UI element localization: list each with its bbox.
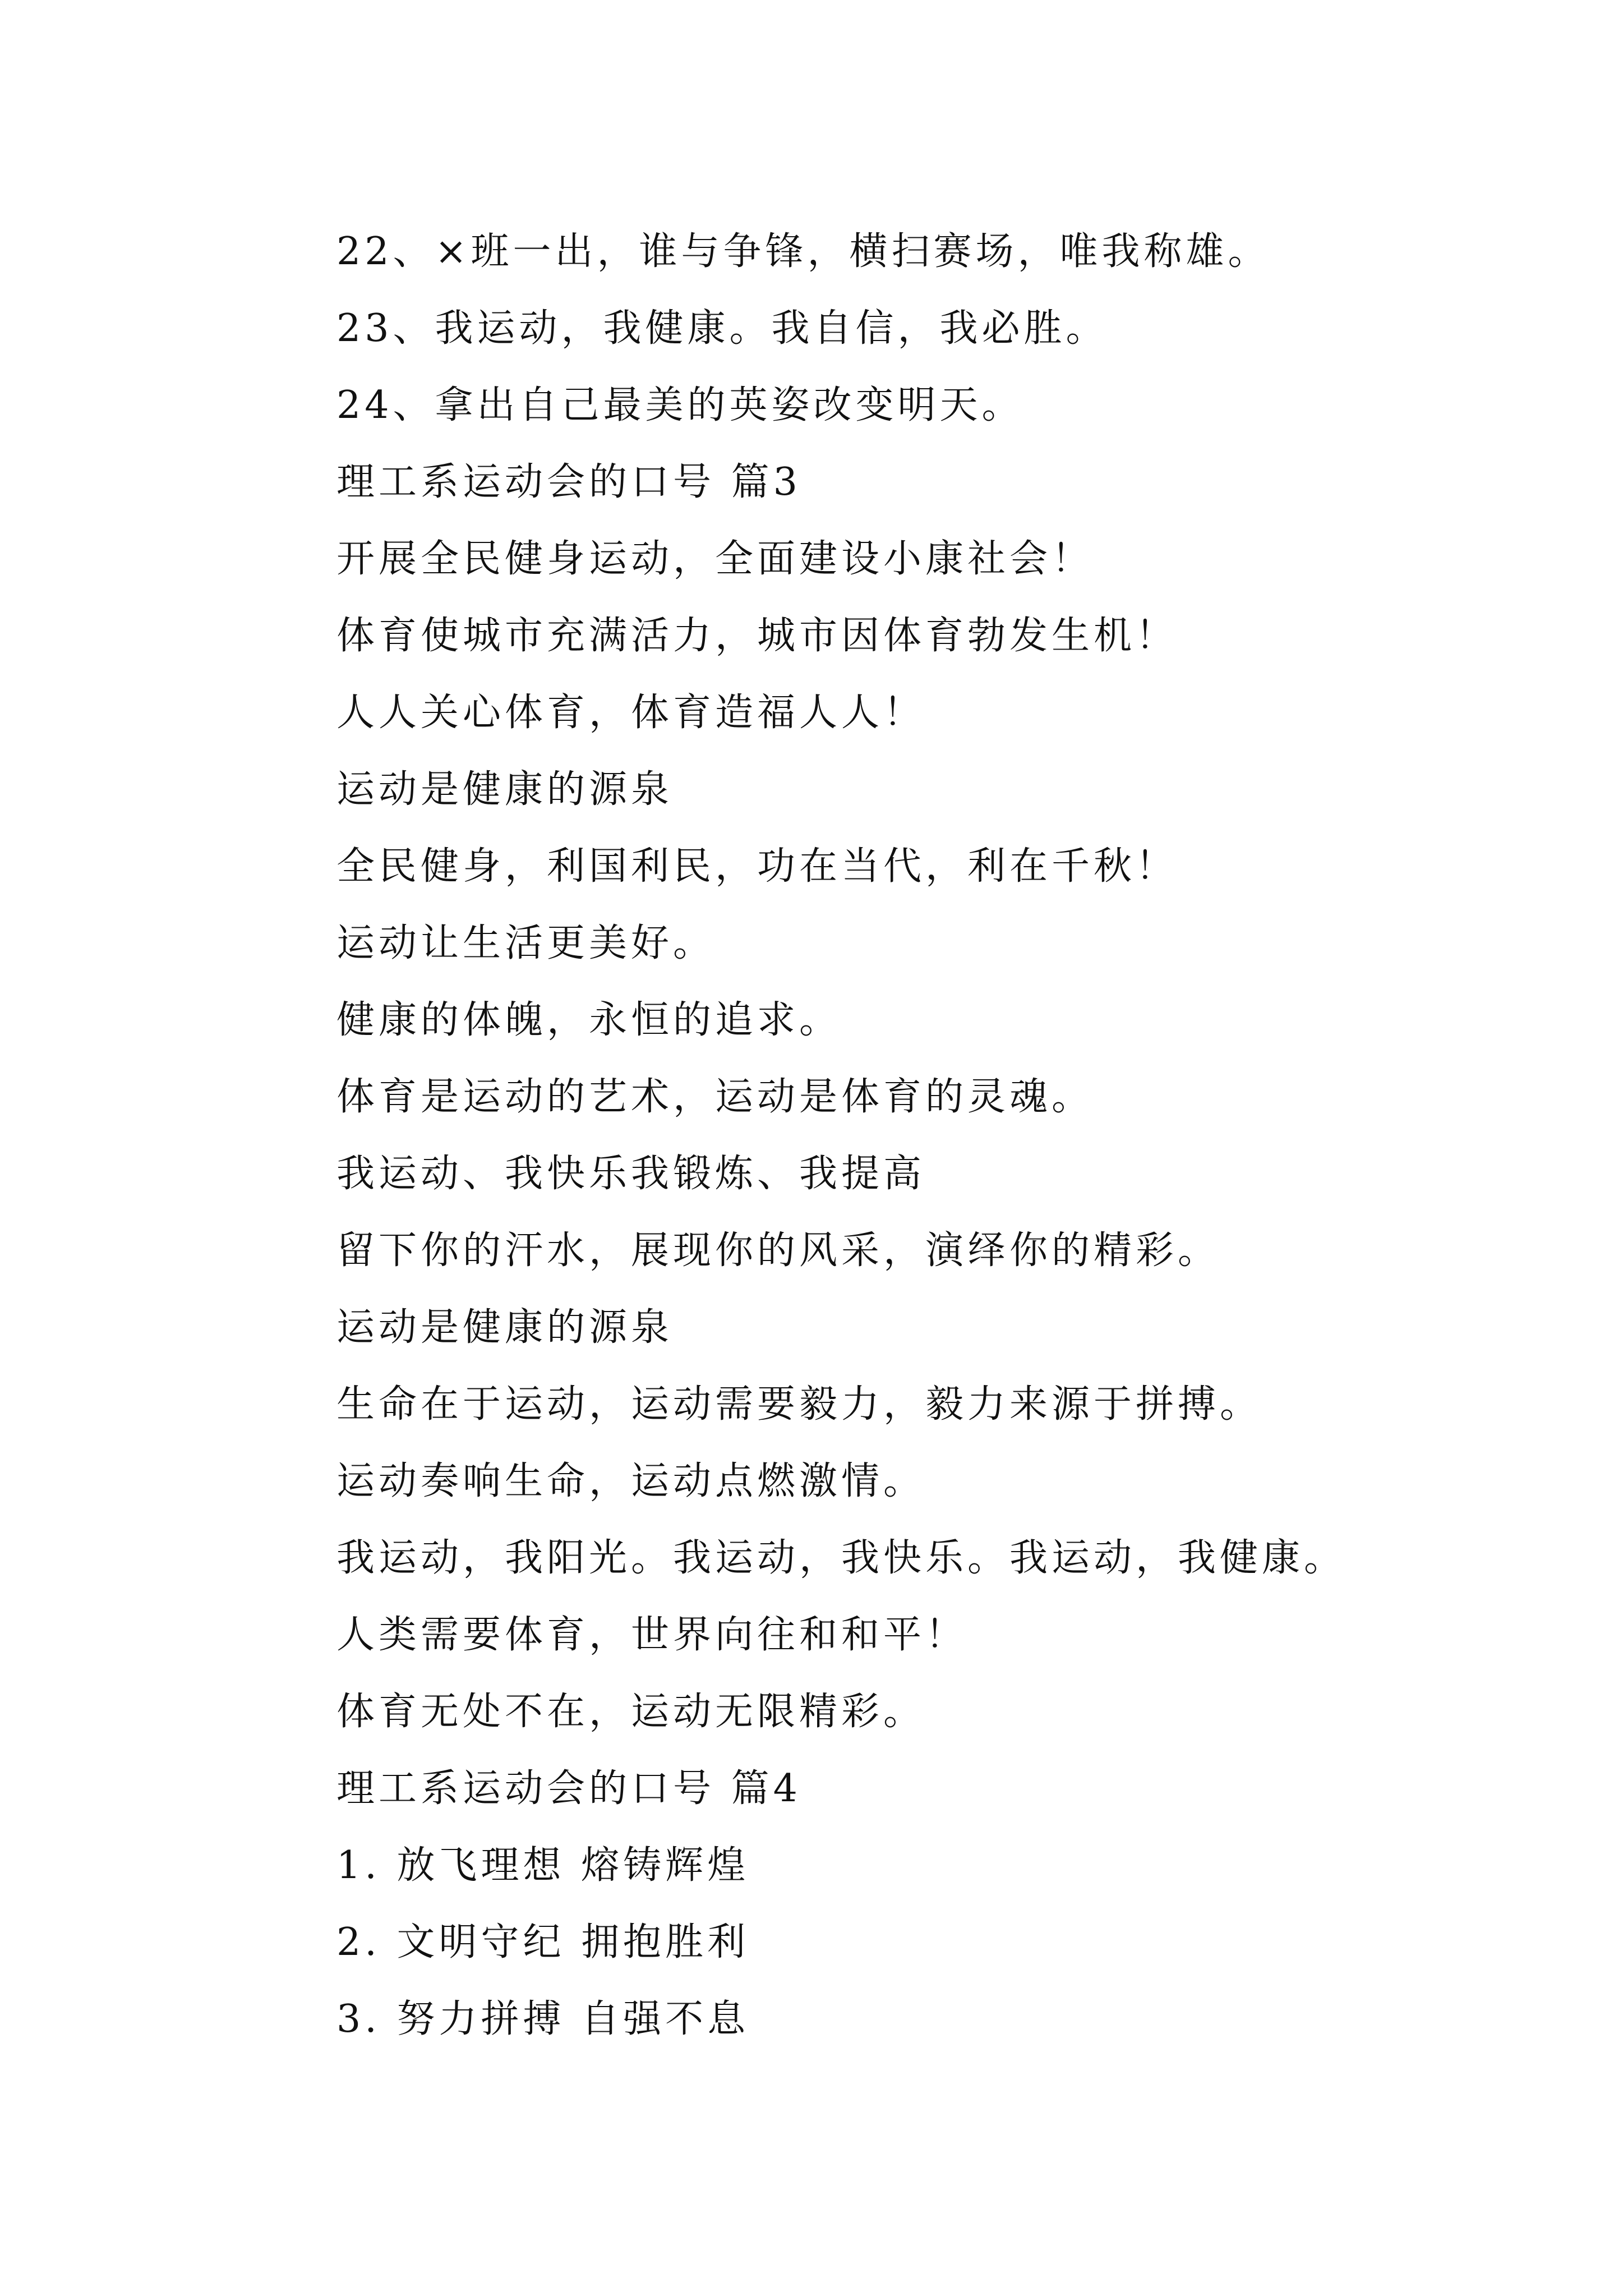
list-item: 1. 放飞理想 熔铸辉煌 [336,1843,750,1888]
text-line: 我运动，我阳光。我运动，我快乐。我运动，我健康。 [336,1536,1347,1580]
text-line: 体育是运动的艺术，运动是体育的灵魂。 [336,1075,1094,1119]
text-line: 全民健身，利国利民，功在当代，利在千秋！ [336,844,1178,889]
text-line: 23、我运动，我健康。我自信，我必胜。 [336,306,1108,351]
list-item: 3. 努力拼搏 自强不息 [336,1997,750,2041]
text-line: 运动是健康的源泉 [336,767,674,812]
section-heading: 理工系运动会的口号 篇3 [336,460,801,504]
text-line: 体育无处不在，运动无限精彩。 [336,1690,926,1734]
list-item: 2. 文明守纪 拥抱胜利 [336,1920,750,1964]
text-line: 人人关心体育，体育造福人人！ [336,691,926,735]
text-line: 我运动、我快乐我锻炼、我提高 [336,1152,926,1196]
text-line: 运动让生活更美好。 [336,921,716,965]
text-line: 人类需要体育，世界向往和和平！ [336,1613,968,1657]
text-line: 生命在于运动，运动需要毅力，毅力来源于拼搏。 [336,1382,1262,1427]
text-line: 健康的体魄，永恒的追求。 [336,998,842,1042]
text-line: 留下你的汗水，展现你的风采，演绎你的精彩。 [336,1228,1220,1273]
text-line: 运动是健康的源泉 [336,1305,674,1350]
document-body [336,213,1587,2058]
text-line: 开展全民健身运动，全面建设小康社会！ [336,537,1094,581]
text-line: 22、×班一出，谁与争锋，横扫赛场，唯我称雄。 [336,229,1270,274]
section-heading: 理工系运动会的口号 篇4 [336,1766,801,1811]
text-line: 运动奏响生命，运动点燃激情。 [336,1459,926,1503]
text-line: 体育使城市充满活力，城市因体育勃发生机！ [336,614,1178,658]
text-line: 24、拿出自己最美的英姿改变明天。 [336,383,1024,427]
